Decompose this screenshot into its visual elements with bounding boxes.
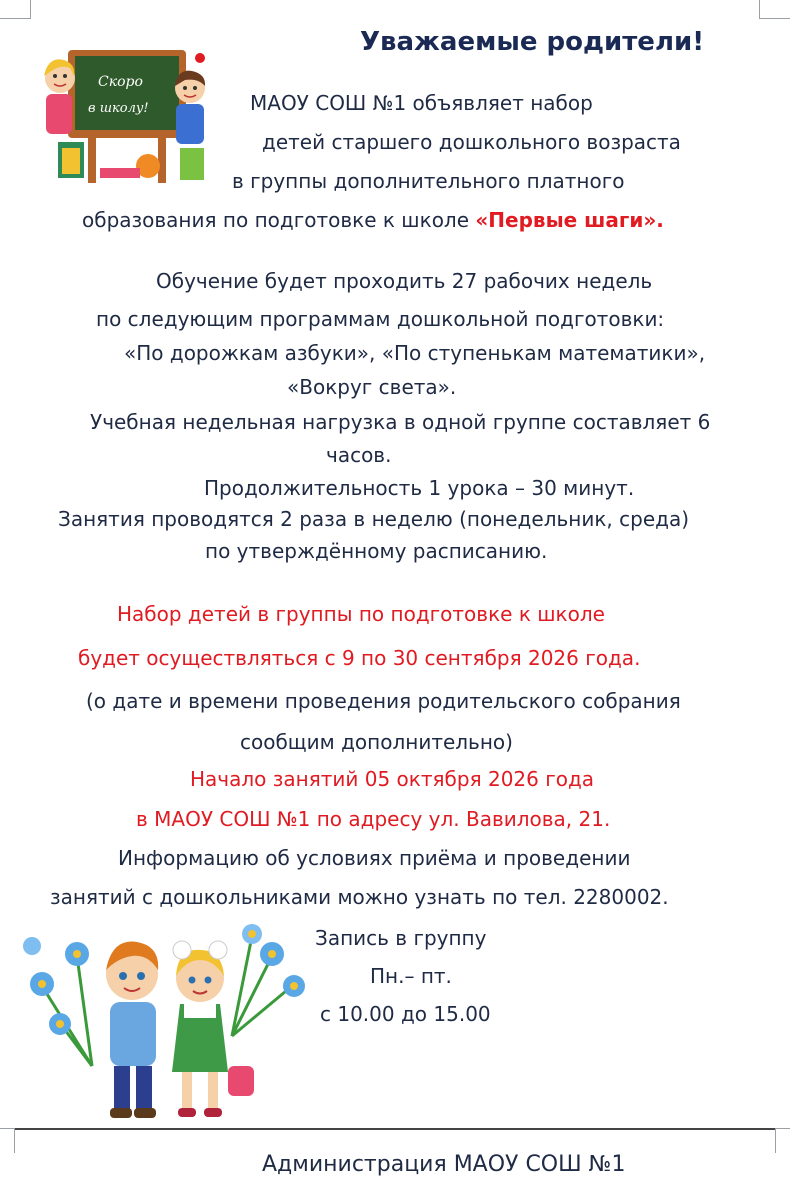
signup-line-1: Запись в группу xyxy=(315,926,487,950)
apple-icon xyxy=(195,53,205,63)
program-line-7: Продолжительность 1 урока – 30 минут. xyxy=(204,476,635,500)
program-line-5: Учебная недельная нагрузка в одной группе составляет 6 xyxy=(90,410,711,434)
chalkboard-children-illustration xyxy=(40,38,212,188)
book-icon xyxy=(100,168,140,178)
intro-line-4-text: образования по подготовке к школе xyxy=(82,208,476,232)
info-line-2: занятий с дошкольниками можно узнать по тел. 2280002. xyxy=(50,885,669,909)
page-corner-mark xyxy=(759,0,790,19)
program-line-6: часов. xyxy=(326,443,392,467)
program-line-4: «Вокруг света». xyxy=(287,375,457,399)
intro-line-3: в группы дополнительного платного xyxy=(232,169,625,193)
boy-shirt xyxy=(176,104,204,144)
flower-bouquet-left xyxy=(23,937,92,1066)
girl-dress xyxy=(46,94,72,134)
info-line-1: Информацию об условиях приёма и проведении xyxy=(118,846,631,870)
intro-line-1: МАОУ СОШ №1 объявляет набор xyxy=(250,91,593,115)
flower-bouquet-right xyxy=(232,924,305,1036)
enrollment-line-1: Набор детей в группы по подготовке к школе xyxy=(117,602,605,626)
program-line-9: по утверждённому расписанию. xyxy=(205,539,548,563)
start-line-1: Начало занятий 05 октября 2026 года xyxy=(190,767,595,791)
children-with-flowers-illustration xyxy=(22,916,314,1124)
program-line-2: по следующим программам дошкольной подготовки: xyxy=(96,307,665,331)
program-name: «Первые шаги». xyxy=(475,208,664,232)
intro-line-2: детей старшего дошкольного возраста xyxy=(262,130,681,154)
program-line-1: Обучение будет проходить 27 рабочих недель xyxy=(156,269,653,293)
meeting-line-2: сообщим дополнительно) xyxy=(240,730,513,754)
intro-line-4 xyxy=(82,208,664,232)
page-corner-mark xyxy=(0,0,31,19)
easel-leg xyxy=(158,133,166,183)
enrollment-line-2: будет осуществляться с 9 по 30 сентября 2026 года. xyxy=(78,646,641,670)
start-line-2: в МАОУ СОШ №1 по адресу ул. Вавилова, 21. xyxy=(136,807,611,831)
easel-leg xyxy=(88,133,96,183)
program-line-3: «По дорожкам азбуки», «По ступенькам математики», xyxy=(124,341,706,365)
meeting-line-1: (о дате и времени проведения родительского собрания xyxy=(86,689,681,713)
page-corner-mark xyxy=(0,1128,15,1153)
boy-jacket xyxy=(110,1002,156,1066)
page-corner-mark xyxy=(775,1128,790,1153)
backpack-icon xyxy=(228,1066,254,1096)
program-line-8: Занятия проводятся 2 раза в неделю (понедельник, среда) xyxy=(58,507,690,531)
signup-line-3: с 10.00 до 15.00 xyxy=(320,1002,491,1026)
signup-line-2: Пн.– пт. xyxy=(370,964,452,988)
page-heading: Уважаемые родители! xyxy=(360,27,705,57)
chalkboard xyxy=(75,56,179,130)
book-icon xyxy=(180,148,204,180)
page-separator xyxy=(14,1128,776,1130)
footer-signature: Администрация МАОУ СОШ №1 xyxy=(262,1152,626,1177)
chalkboard-text-line1: Скоро xyxy=(98,74,143,90)
chalkboard-text-line2: в школу! xyxy=(88,101,149,116)
